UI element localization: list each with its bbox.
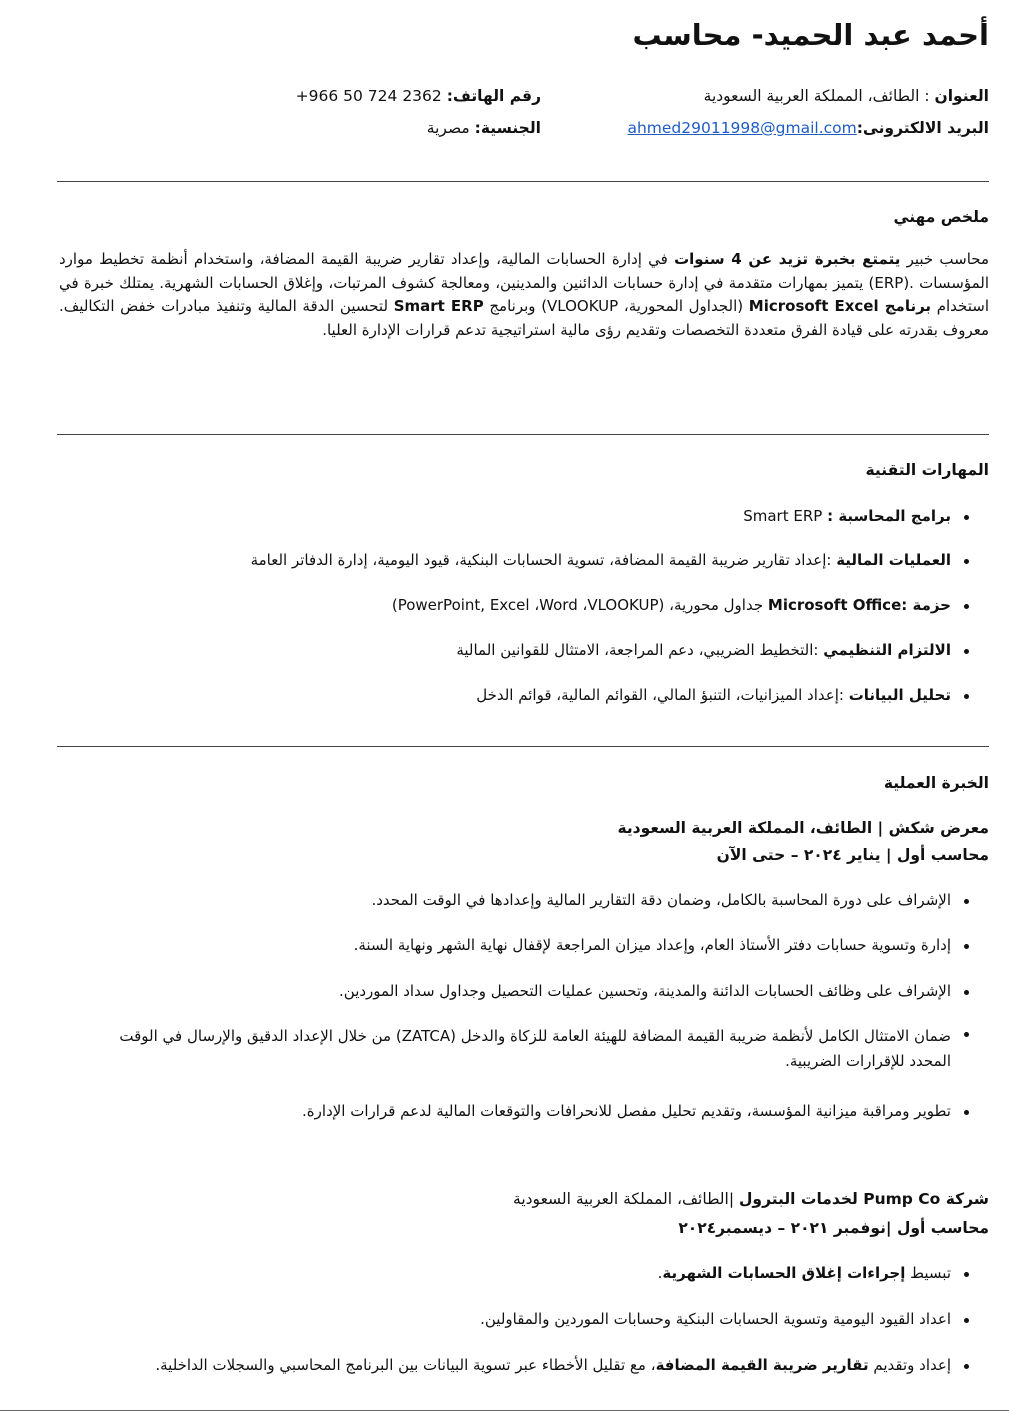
list-item: [155, 1356, 951, 1374]
job2-location: |الطائف، المملكة العربية السعودية: [513, 1190, 739, 1208]
email-line: [627, 119, 989, 137]
nationality-label: الجنسية:: [474, 119, 541, 137]
address-label: العنوان: [934, 87, 989, 105]
job2-title: محاسب أول |نوفمبر ٢٠٢١ – ديسمبر٢٠٢٤: [678, 1219, 989, 1237]
summary-erp: (ERP).: [868, 273, 914, 292]
skills-heading: المهارات التقنية: [865, 461, 989, 479]
summary-text: (الجداول المحورية، VLOOKUP) وبرنامج: [483, 297, 749, 315]
skill-text: :إعداد الميزانيات، التنبؤ المالي، القوائم المالية، قوائم الدخل: [476, 686, 849, 704]
summary-paragraph: [59, 248, 989, 342]
duty-emphasis: تقارير ضريبة القيمة المضافة: [655, 1356, 869, 1374]
divider: [57, 434, 989, 435]
summary-heading: ملخص مهني: [893, 208, 989, 226]
skill-text: جداول محورية، (PowerPoint, Excel ،Word ،VLOOKUP): [391, 596, 768, 614]
job2-company: [513, 1190, 989, 1208]
list-item: [480, 1310, 951, 1328]
job1-title: محاسب أول | يناير ٢٠٢٤ – حتى الآن: [716, 846, 989, 864]
nationality-value: مصرية: [426, 119, 470, 137]
skill-label: تحليل البيانات: [848, 686, 951, 704]
skill-label: حزمة :Microsoft Office: [767, 596, 951, 614]
divider: [57, 746, 989, 747]
list-item: [251, 551, 951, 569]
list-item: [456, 641, 951, 659]
email-label: البريد الالكترونى:: [856, 119, 989, 137]
summary-emphasis: برنامج Microsoft Excel: [748, 297, 932, 315]
phone-value: +966 50 724 2362: [295, 87, 442, 105]
duty-text: ، مع تقليل الأخطاء عبر تسوية البيانات بين البرنامج المحاسبي والسجلات الداخلية.: [155, 1356, 656, 1374]
skill-label: العمليات المالية: [836, 551, 951, 569]
nationality-line: [427, 119, 541, 137]
address-line: [704, 87, 989, 105]
duty-text: إعداد وتقديم: [868, 1356, 951, 1374]
page-bottom-edge: [0, 1410, 1009, 1411]
list-item: [392, 596, 951, 614]
duty-text: تبسيط: [905, 1264, 951, 1282]
summary-text: محاسب خبير: [900, 250, 989, 268]
skill-text: :إعداد تقارير ضريبة القيمة المضافة، تسوية الحسابات البنكية، قيود اليومية، إدارة الدفاتر العامة: [250, 551, 837, 569]
skill-text: :التخطيط الضريبي، دعم المراجعة، الامتثال للقوانين المالية: [456, 641, 824, 659]
list-item: الإشراف على دورة المحاسبة بالكامل، وضمان دقة التقارير المالية وإعدادها في الوقت المحدد.: [371, 891, 951, 909]
list-item: [658, 1264, 951, 1282]
summary-emphasis: Smart ERP: [393, 297, 484, 315]
job1-company: معرض شكش | الطائف، المملكة العربية السعودية: [617, 819, 989, 837]
duty-text: .: [657, 1264, 663, 1282]
summary-text: يتميز بمهارات متقدمة في إدارة حسابات الدائنين والمدينين، ومعالجة كشوف المرتبات، وإغلاق الحسابات الشهرية. يمتلك خبرة في استخدام: [59, 273, 989, 315]
page-title: أحمد عبد الحميد- محاسب: [632, 18, 989, 52]
divider: [57, 181, 989, 182]
list-item: الإشراف على وظائف الحسابات الدائنة والمدينة، وتحسين عمليات التحصيل وجداول سداد الموردين.: [339, 982, 951, 1000]
list-item: تطوير ومراقبة ميزانية المؤسسة، وتقديم تحليل مفصل للانحرافات والتوقعات المالية لدعم قرارات الإدارة.: [302, 1102, 951, 1120]
experience-heading: الخبرة العملية: [883, 774, 989, 792]
duty-text: اعداد القيود اليومية وتسوية الحسابات البنكية وحسابات الموردين والمقاولين.: [480, 1310, 951, 1328]
list-item: إدارة وتسوية حسابات دفتر الأستاذ العام، وإعداد ميزان المراجعة لإقفال نهاية الشهر ونهاية السنة.: [353, 936, 951, 954]
skill-text: Smart ERP: [743, 507, 828, 525]
phone-line: [296, 87, 541, 105]
list-item: [476, 686, 951, 704]
email-link[interactable]: ahmed29011998@gmail.com: [627, 119, 857, 137]
summary-text: لتحسين الدقة المالية وتنفيذ مبادرات خفض التكاليف. معروف بقدرته على قيادة الفرق متعددة التخصصات وتقديم رؤى مالية استراتيجية تدعم قرارات الإدارة العليا.: [59, 297, 989, 339]
duty-emphasis: إجراءات إغلاق الحسابات الشهرية: [662, 1264, 906, 1282]
list-item: ضمان الامتثال الكامل لأنظمة ضريبة القيمة المضافة للهيئة العامة للزكاة والدخل (ZATCA) من خلال الإعداد الدقيق والإرسال في الوقت المحدد للإقرارات الضريبية.: [79, 1024, 951, 1074]
list-item: [743, 507, 951, 525]
skill-label: الالتزام التنظيمي: [823, 641, 951, 659]
summary-emphasis: يتمتع بخبرة تزيد عن 4 سنوات: [674, 250, 901, 268]
address-value: : الطائف، المملكة العربية السعودية: [703, 87, 935, 105]
phone-label: رقم الهاتف:: [446, 87, 541, 105]
summary-text: في إدارة الحسابات المالية، وإعداد تقارير ضريبة القيمة المضافة، واستخدام أنظمة تخطيط موارد المؤسسات: [59, 250, 989, 292]
skill-label: برامج المحاسبة :: [827, 507, 951, 525]
job2-company-name: شركة Pump Co لخدمات البترول: [738, 1190, 989, 1208]
